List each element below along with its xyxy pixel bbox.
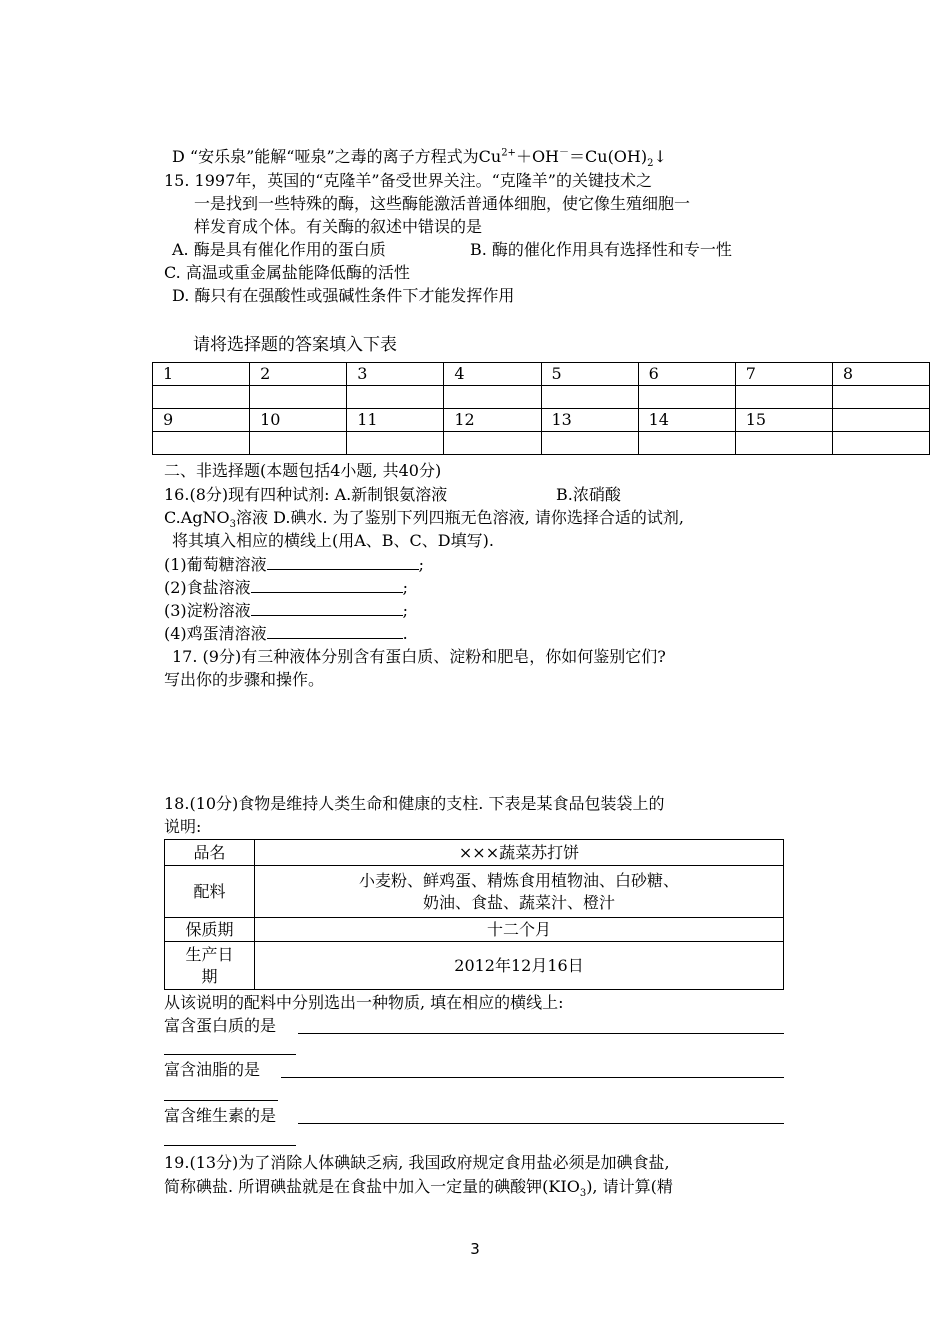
q16-line2 [164, 507, 684, 529]
q16-item-label: (4)鸡蛋清溶液 [164, 624, 267, 643]
answer-number-cell: 12 [444, 409, 541, 432]
answer-fill-cell[interactable] [444, 386, 541, 409]
q16-line3: 将其填入相应的横线上(用A、B、C、D填写). [172, 531, 494, 550]
answer-fill-cell[interactable] [832, 386, 929, 409]
q19-line2b: ), 请计算(精 [586, 1177, 673, 1196]
q14-optd-sub: 2 [647, 158, 654, 170]
q16-item-end: ; [402, 601, 409, 620]
answer-fill-cell[interactable] [638, 432, 735, 455]
q19-line1: 19.(13分)为了消除人体碘缺乏病, 我国政府规定食用盐必须是加碘食盐, [164, 1153, 670, 1172]
answer-blank[interactable] [251, 599, 403, 616]
food-shelf-label: 保质期 [165, 918, 255, 942]
answer-blank[interactable] [298, 1033, 784, 1034]
q16-item-label: (2)食盐溶液 [164, 578, 251, 597]
q16-item-2 [164, 576, 408, 599]
answer-number-cell: 4 [444, 363, 541, 386]
answer-table-title: 请将选择题的答案填入下表 [193, 335, 397, 355]
answer-blank[interactable] [298, 1123, 784, 1124]
food-name-label: 品名 [165, 840, 255, 866]
q16-item-1 [164, 553, 424, 576]
food-date-label-line1: 生产日 [185, 944, 234, 964]
section-2-title: 二、非选择题(本题包括4小题, 共40分) [164, 461, 442, 480]
q16-item-4 [164, 622, 408, 645]
q15-stem-line3: 样发育成个体。有关酶的叙述中错误的是 [194, 217, 483, 236]
answer-number-cell: 14 [638, 409, 735, 432]
answer-blank[interactable] [267, 622, 403, 639]
answer-number-cell: 8 [832, 363, 929, 386]
q15-option-a: A. 酶是具有催化作用的蛋白质 [172, 240, 386, 259]
answer-table [152, 362, 930, 455]
q16-item-end: . [402, 624, 408, 643]
answer-number-cell: 9 [153, 409, 250, 432]
q16-line2b: 溶液 D.碘水. 为了鉴别下列四瓶无色溶液, 请你选择合适的试剂, [236, 508, 684, 527]
q14-optd-mid: ＋OH [515, 147, 560, 166]
q18-line1: 18.(10分)食物是维持人类生命和健康的支柱. 下表是某食品包装袋上的 [164, 794, 665, 813]
q18-fill-fat: 富含油脂的是 [164, 1060, 261, 1079]
answer-number-cell: 13 [541, 409, 638, 432]
food-name-value: ×××蔬菜苏打饼 [255, 840, 784, 866]
q17-line2: 写出你的步骤和操作。 [164, 670, 325, 689]
answer-number-cell: 11 [347, 409, 444, 432]
q18-line2: 说明: [164, 817, 202, 836]
q14-optd-text: D “安乐泉”能解“哑泉”之毒的离子方程式为Cu [172, 147, 502, 166]
answer-table-fill-row-1 [153, 386, 930, 409]
q14-optd-sup2: － [559, 147, 570, 159]
answer-fill-cell[interactable] [250, 386, 347, 409]
answer-fill-cell[interactable] [735, 432, 832, 455]
answer-fill-cell[interactable] [541, 432, 638, 455]
answer-number-cell: 1 [153, 363, 250, 386]
answer-fill-cell[interactable] [832, 432, 929, 455]
answer-fill-cell[interactable] [153, 386, 250, 409]
food-ingredients-line1: 小麦粉、鲜鸡蛋、精炼食用植物油、白砂糖、 [358, 870, 679, 890]
food-row-shelf-life [165, 918, 784, 942]
q15-option-b: B. 酶的催化作用具有选择性和专一性 [470, 240, 732, 259]
q16-item-end: ; [402, 578, 409, 597]
answer-blank-continuation[interactable] [164, 1054, 296, 1055]
food-row-production-date [165, 942, 784, 990]
q16-item-label: (1)葡萄糖溶液 [164, 555, 267, 574]
answer-number-cell [832, 409, 929, 432]
q16-line2a: C.AgNO [164, 508, 230, 527]
page-number: 3 [470, 1240, 480, 1258]
q14-optd-sup: 2+ [501, 147, 516, 159]
q17-line1: 17. (9分)有三种液体分别含有蛋白质、淀粉和肥皂，你如何鉴别它们? [172, 647, 666, 666]
q18-fill-vitamin: 富含维生素的是 [164, 1106, 277, 1125]
answer-blank-continuation[interactable] [164, 1100, 278, 1101]
q15-stem-line2: 一是找到一些特殊的酶，这些酶能激活普通体细胞，使它像生殖细胞一 [194, 194, 691, 213]
answer-table-fill-row-2 [153, 432, 930, 455]
q14-optd-end: ＝Cu(OH) [569, 147, 648, 166]
food-date-label [165, 942, 255, 990]
food-date-label-line2: 期 [201, 966, 218, 986]
q16-line2-sub: 3 [229, 519, 237, 531]
q15-option-d: D. 酶只有在强酸性或强碱性条件下才能发挥作用 [172, 286, 515, 305]
answer-fill-cell[interactable] [250, 432, 347, 455]
answer-number-cell: 15 [735, 409, 832, 432]
food-date-value: 2012年12月16日 [255, 942, 784, 990]
q16-item-end: ; [418, 555, 425, 574]
answer-fill-cell[interactable] [444, 432, 541, 455]
answer-fill-cell[interactable] [347, 432, 444, 455]
answer-blank[interactable] [251, 576, 403, 593]
q19-line2-sub: 3 [579, 1188, 587, 1200]
q19-line2a: 简称碘盐. 所谓碘盐就是在食盐中加入一定量的碘酸钾(KIO [164, 1177, 580, 1196]
q19-line2 [164, 1176, 673, 1198]
answer-fill-cell[interactable] [735, 386, 832, 409]
answer-blank-continuation[interactable] [164, 1145, 296, 1146]
food-label-table [164, 839, 784, 990]
answer-table-header-row-2 [153, 409, 930, 432]
food-ingredients-value [255, 866, 784, 918]
q14-option-d [172, 146, 667, 168]
q15-option-c: C. 高温或重金属盐能降低酶的活性 [164, 263, 410, 282]
food-row-ingredients [165, 866, 784, 918]
q16-item-label: (3)淀粉溶液 [164, 601, 251, 620]
food-ingredients-label: 配料 [165, 866, 255, 918]
answer-number-cell: 10 [250, 409, 347, 432]
answer-number-cell: 6 [638, 363, 735, 386]
answer-table-header-row-1 [153, 363, 930, 386]
answer-fill-cell[interactable] [541, 386, 638, 409]
q16-line1b: B.浓硝酸 [556, 485, 621, 504]
answer-number-cell: 3 [347, 363, 444, 386]
answer-number-cell: 5 [541, 363, 638, 386]
q18-fill-protein: 富含蛋白质的是 [164, 1016, 277, 1035]
q15-stem-line1: 15. 1997年，英国的“克隆羊”备受世界关注。“克隆羊”的关键技术之 [164, 171, 652, 190]
q14-optd-arrow: ↓ [653, 147, 667, 166]
q16-item-3 [164, 599, 408, 622]
answer-fill-cell[interactable] [347, 386, 444, 409]
answer-blank[interactable] [267, 553, 419, 570]
answer-fill-cell[interactable] [153, 432, 250, 455]
food-ingredients-line2: 奶油、食盐、蔬菜汁、橙汁 [422, 892, 615, 912]
answer-number-cell: 2 [250, 363, 347, 386]
answer-number-cell: 7 [735, 363, 832, 386]
q18-instruction: 从该说明的配料中分别选出一种物质, 填在相应的横线上: [164, 993, 564, 1012]
answer-blank[interactable] [281, 1077, 784, 1078]
food-row-name [165, 840, 784, 866]
answer-fill-cell[interactable] [638, 386, 735, 409]
q16-line1a: 16.(8分)现有四种试剂: A.新制银氨溶液 [164, 485, 448, 504]
food-shelf-value: 十二个月 [255, 918, 784, 942]
